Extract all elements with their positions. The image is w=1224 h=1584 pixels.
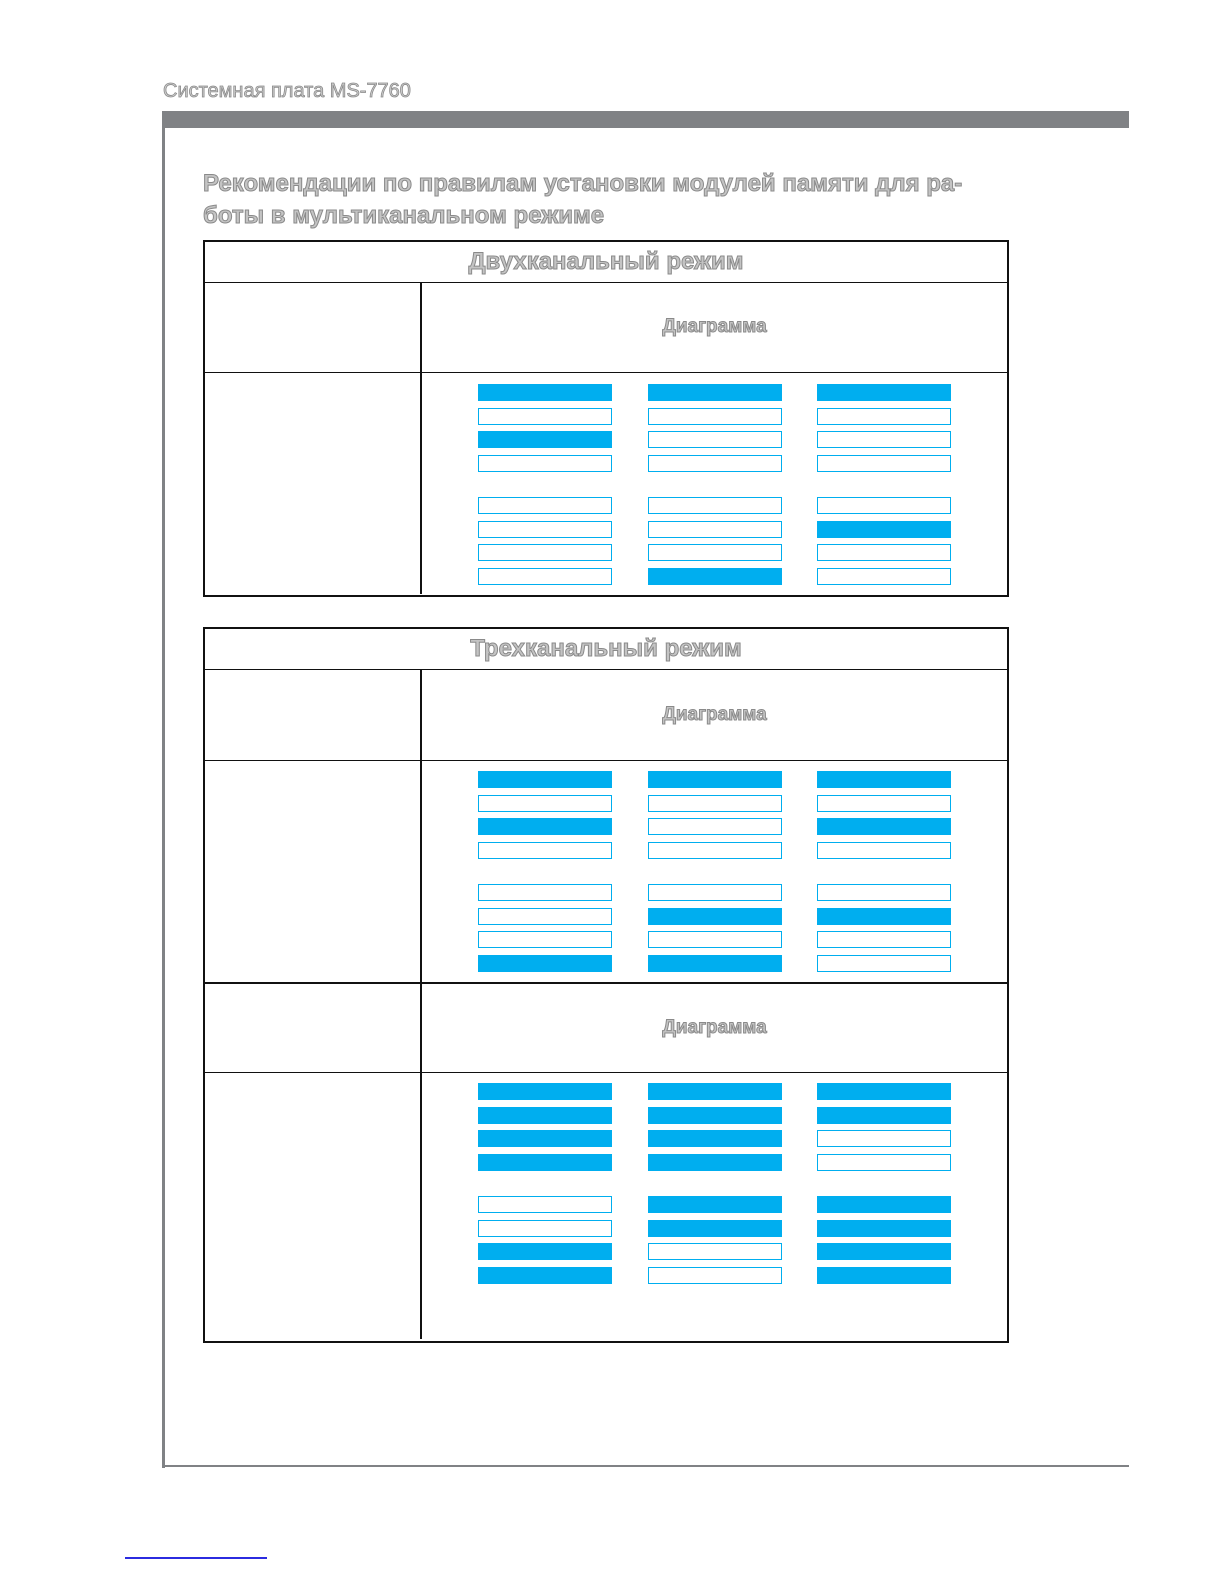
- dimm-slot-empty: [648, 818, 782, 835]
- dimm-slot-empty: [478, 521, 612, 538]
- page-header-title: Системная плата MS-7760: [163, 80, 411, 102]
- dimm-slot-empty: [817, 931, 951, 948]
- dimm-slot-installed: [817, 1196, 951, 1213]
- dimm-slot-empty: [817, 795, 951, 812]
- dimm-slot-empty: [817, 431, 951, 448]
- dual-channel-title: Двухканальный режим: [205, 242, 1007, 283]
- dimm-slot-empty: [648, 931, 782, 948]
- dimm-slot-empty: [817, 884, 951, 901]
- dimm-slot-installed: [478, 955, 612, 972]
- dimm-slot-empty: [817, 955, 951, 972]
- dimm-slot-empty: [648, 842, 782, 859]
- dimm-slot-installed: [648, 771, 782, 788]
- dimm-slot-empty: [648, 497, 782, 514]
- dimm-slot-installed: [648, 1083, 782, 1100]
- footer-rule: [163, 1465, 1129, 1467]
- dimm-slot-installed: [648, 1107, 782, 1124]
- dimm-slot-empty: [478, 842, 612, 859]
- triple-channel-title: Трехканальный режим: [205, 629, 1007, 670]
- dimm-slot-installed: [478, 1130, 612, 1147]
- dimm-slot-installed: [817, 1083, 951, 1100]
- dimm-slot-empty: [648, 521, 782, 538]
- dimm-slot-empty: [817, 568, 951, 585]
- footer-link-underline: [125, 1557, 267, 1559]
- header-bar: [163, 111, 1129, 128]
- dimm-slot-empty: [648, 884, 782, 901]
- dimm-slot-empty: [817, 842, 951, 859]
- diagram-header-row: [205, 283, 1007, 372]
- dimm-slot-empty: [478, 1196, 612, 1213]
- slot-diagram-row: [205, 372, 1007, 594]
- dimm-slot-installed: [478, 1267, 612, 1284]
- dimm-slot-installed: [817, 771, 951, 788]
- dimm-slot-installed: [478, 1154, 612, 1171]
- slot-diagram-row: [205, 1072, 1007, 1339]
- dimm-slot-empty: [648, 795, 782, 812]
- dimm-slot-installed: [648, 384, 782, 401]
- dimm-slot-installed: [648, 568, 782, 585]
- dimm-slot-empty: [478, 908, 612, 925]
- slot-diagram-row: [205, 760, 1007, 982]
- dimm-slot-installed: [478, 818, 612, 835]
- dimm-slot-installed: [478, 384, 612, 401]
- dimm-slot-empty: [478, 884, 612, 901]
- dimm-slot-installed: [648, 1130, 782, 1147]
- dimm-slot-empty: [817, 408, 951, 425]
- dimm-slot-empty: [648, 431, 782, 448]
- triple-channel-table: [203, 627, 1009, 1343]
- dimm-slot-installed: [817, 1107, 951, 1124]
- dimm-slot-empty: [478, 795, 612, 812]
- dimm-slot-empty: [817, 544, 951, 561]
- dimm-slot-empty: [478, 1220, 612, 1237]
- dimm-slot-installed: [817, 1267, 951, 1284]
- dimm-slot-installed: [478, 1083, 612, 1100]
- dimm-slot-installed: [817, 1220, 951, 1237]
- dimm-slot-installed: [648, 908, 782, 925]
- dimm-slot-empty: [648, 408, 782, 425]
- dimm-slot-installed: [648, 1196, 782, 1213]
- diagram-label: Диаграмма: [662, 316, 767, 337]
- dimm-slot-installed: [648, 1220, 782, 1237]
- dimm-slot-installed: [817, 384, 951, 401]
- dimm-slot-installed: [478, 1243, 612, 1260]
- dimm-slot-installed: [817, 908, 951, 925]
- dimm-slot-empty: [648, 455, 782, 472]
- section-heading: Рекомендации по правилам установки модулей памяти для ра-боты в мультиканальном режиме: [203, 170, 963, 229]
- dimm-slot-empty: [478, 544, 612, 561]
- diagram-header-row: [205, 982, 1007, 1072]
- left-margin-rule: [162, 111, 165, 1468]
- dimm-slot-empty: [478, 497, 612, 514]
- dimm-slot-empty: [478, 931, 612, 948]
- dimm-slot-installed: [478, 1107, 612, 1124]
- dimm-slot-installed: [817, 818, 951, 835]
- dimm-slot-installed: [478, 771, 612, 788]
- dual-channel-table: [203, 240, 1009, 597]
- diagram-label: Диаграмма: [662, 1017, 767, 1038]
- dimm-slot-installed: [478, 431, 612, 448]
- dimm-slot-empty: [478, 568, 612, 585]
- dimm-slot-empty: [648, 1243, 782, 1260]
- dimm-slot-installed: [648, 955, 782, 972]
- dimm-slot-empty: [817, 1154, 951, 1171]
- dimm-slot-empty: [478, 408, 612, 425]
- dimm-slot-empty: [478, 455, 612, 472]
- dimm-slot-installed: [817, 1243, 951, 1260]
- dimm-slot-empty: [817, 455, 951, 472]
- dimm-slot-empty: [648, 544, 782, 561]
- dimm-slot-empty: [648, 1267, 782, 1284]
- dimm-slot-installed: [817, 521, 951, 538]
- dimm-slot-empty: [817, 497, 951, 514]
- diagram-label: Диаграмма: [662, 704, 767, 725]
- dimm-slot-empty: [817, 1130, 951, 1147]
- diagram-header-row: [205, 670, 1007, 760]
- dimm-slot-installed: [648, 1154, 782, 1171]
